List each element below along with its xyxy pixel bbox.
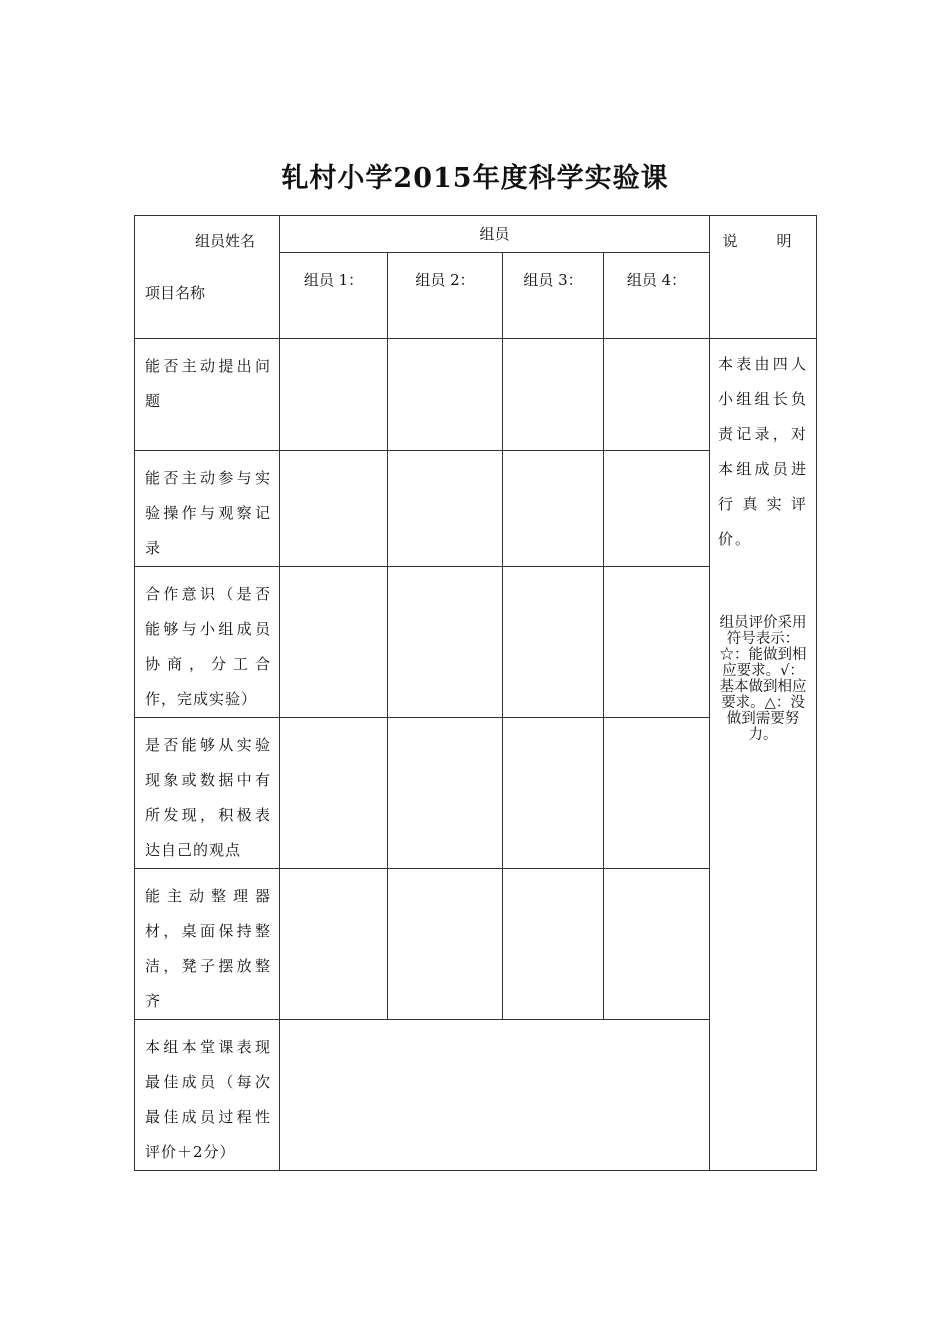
score-cell[interactable] xyxy=(503,339,604,451)
row-item-1: 能否主动提出问题 xyxy=(135,339,280,451)
header-member-2: 组员 2： xyxy=(388,253,503,339)
row-item-5: 能主动整理器材，桌面保持整洁，凳子摆放整齐 xyxy=(135,869,280,1020)
score-cell[interactable] xyxy=(280,869,388,1020)
score-cell[interactable] xyxy=(280,451,388,567)
row-item-3: 合作意识（是否能够与小组成员协商，分工合作，完成实验） xyxy=(135,567,280,718)
score-cell[interactable] xyxy=(503,567,604,718)
note-text-2: 组员评价采用符号表示：☆：能做到相应要求。√：基本做到相应要求。△：没做到需要努力。 xyxy=(719,615,807,743)
header-member-1: 组员 1： xyxy=(280,253,388,339)
row-item-4: 是否能够从实验现象或数据中有所发现，积极表达自己的观点 xyxy=(135,718,280,869)
evaluation-table xyxy=(134,215,817,1171)
score-cell[interactable] xyxy=(604,869,710,1020)
score-cell[interactable] xyxy=(503,869,604,1020)
page-title: 轧村小学2015年度科学实验课 xyxy=(281,163,669,194)
score-cell[interactable] xyxy=(604,567,710,718)
row-item-6: 本组本堂课表现最佳成员（每次最佳成员过程性评价＋2分） xyxy=(135,1020,280,1171)
score-cell[interactable] xyxy=(388,869,503,1020)
header-member-name-label: 组员姓名 xyxy=(195,232,256,250)
note-column xyxy=(710,339,817,1171)
score-cell[interactable] xyxy=(604,339,710,451)
best-member-cell[interactable] xyxy=(280,1020,710,1171)
score-cell[interactable] xyxy=(503,718,604,869)
score-cell[interactable] xyxy=(280,718,388,869)
score-cell[interactable] xyxy=(388,339,503,451)
score-cell[interactable] xyxy=(604,451,710,567)
note-text-1: 本表由四人小组组长负责记录，对本组成员进行真实评价。 xyxy=(718,355,809,548)
header-member-4: 组员 4： xyxy=(604,253,710,339)
score-cell[interactable] xyxy=(503,451,604,567)
score-cell[interactable] xyxy=(388,567,503,718)
header-corner-cell xyxy=(135,216,280,339)
header-member-3: 组员 3： xyxy=(503,253,604,339)
header-note: 说 明 xyxy=(710,216,817,339)
row-item-2: 能否主动参与实验操作与观察记录 xyxy=(135,451,280,567)
header-members-group: 组员 xyxy=(280,216,710,253)
header-item-name-label: 项目名称 xyxy=(145,284,206,302)
score-cell[interactable] xyxy=(388,718,503,869)
score-cell[interactable] xyxy=(280,567,388,718)
score-cell[interactable] xyxy=(280,339,388,451)
score-cell[interactable] xyxy=(604,718,710,869)
score-cell[interactable] xyxy=(388,451,503,567)
